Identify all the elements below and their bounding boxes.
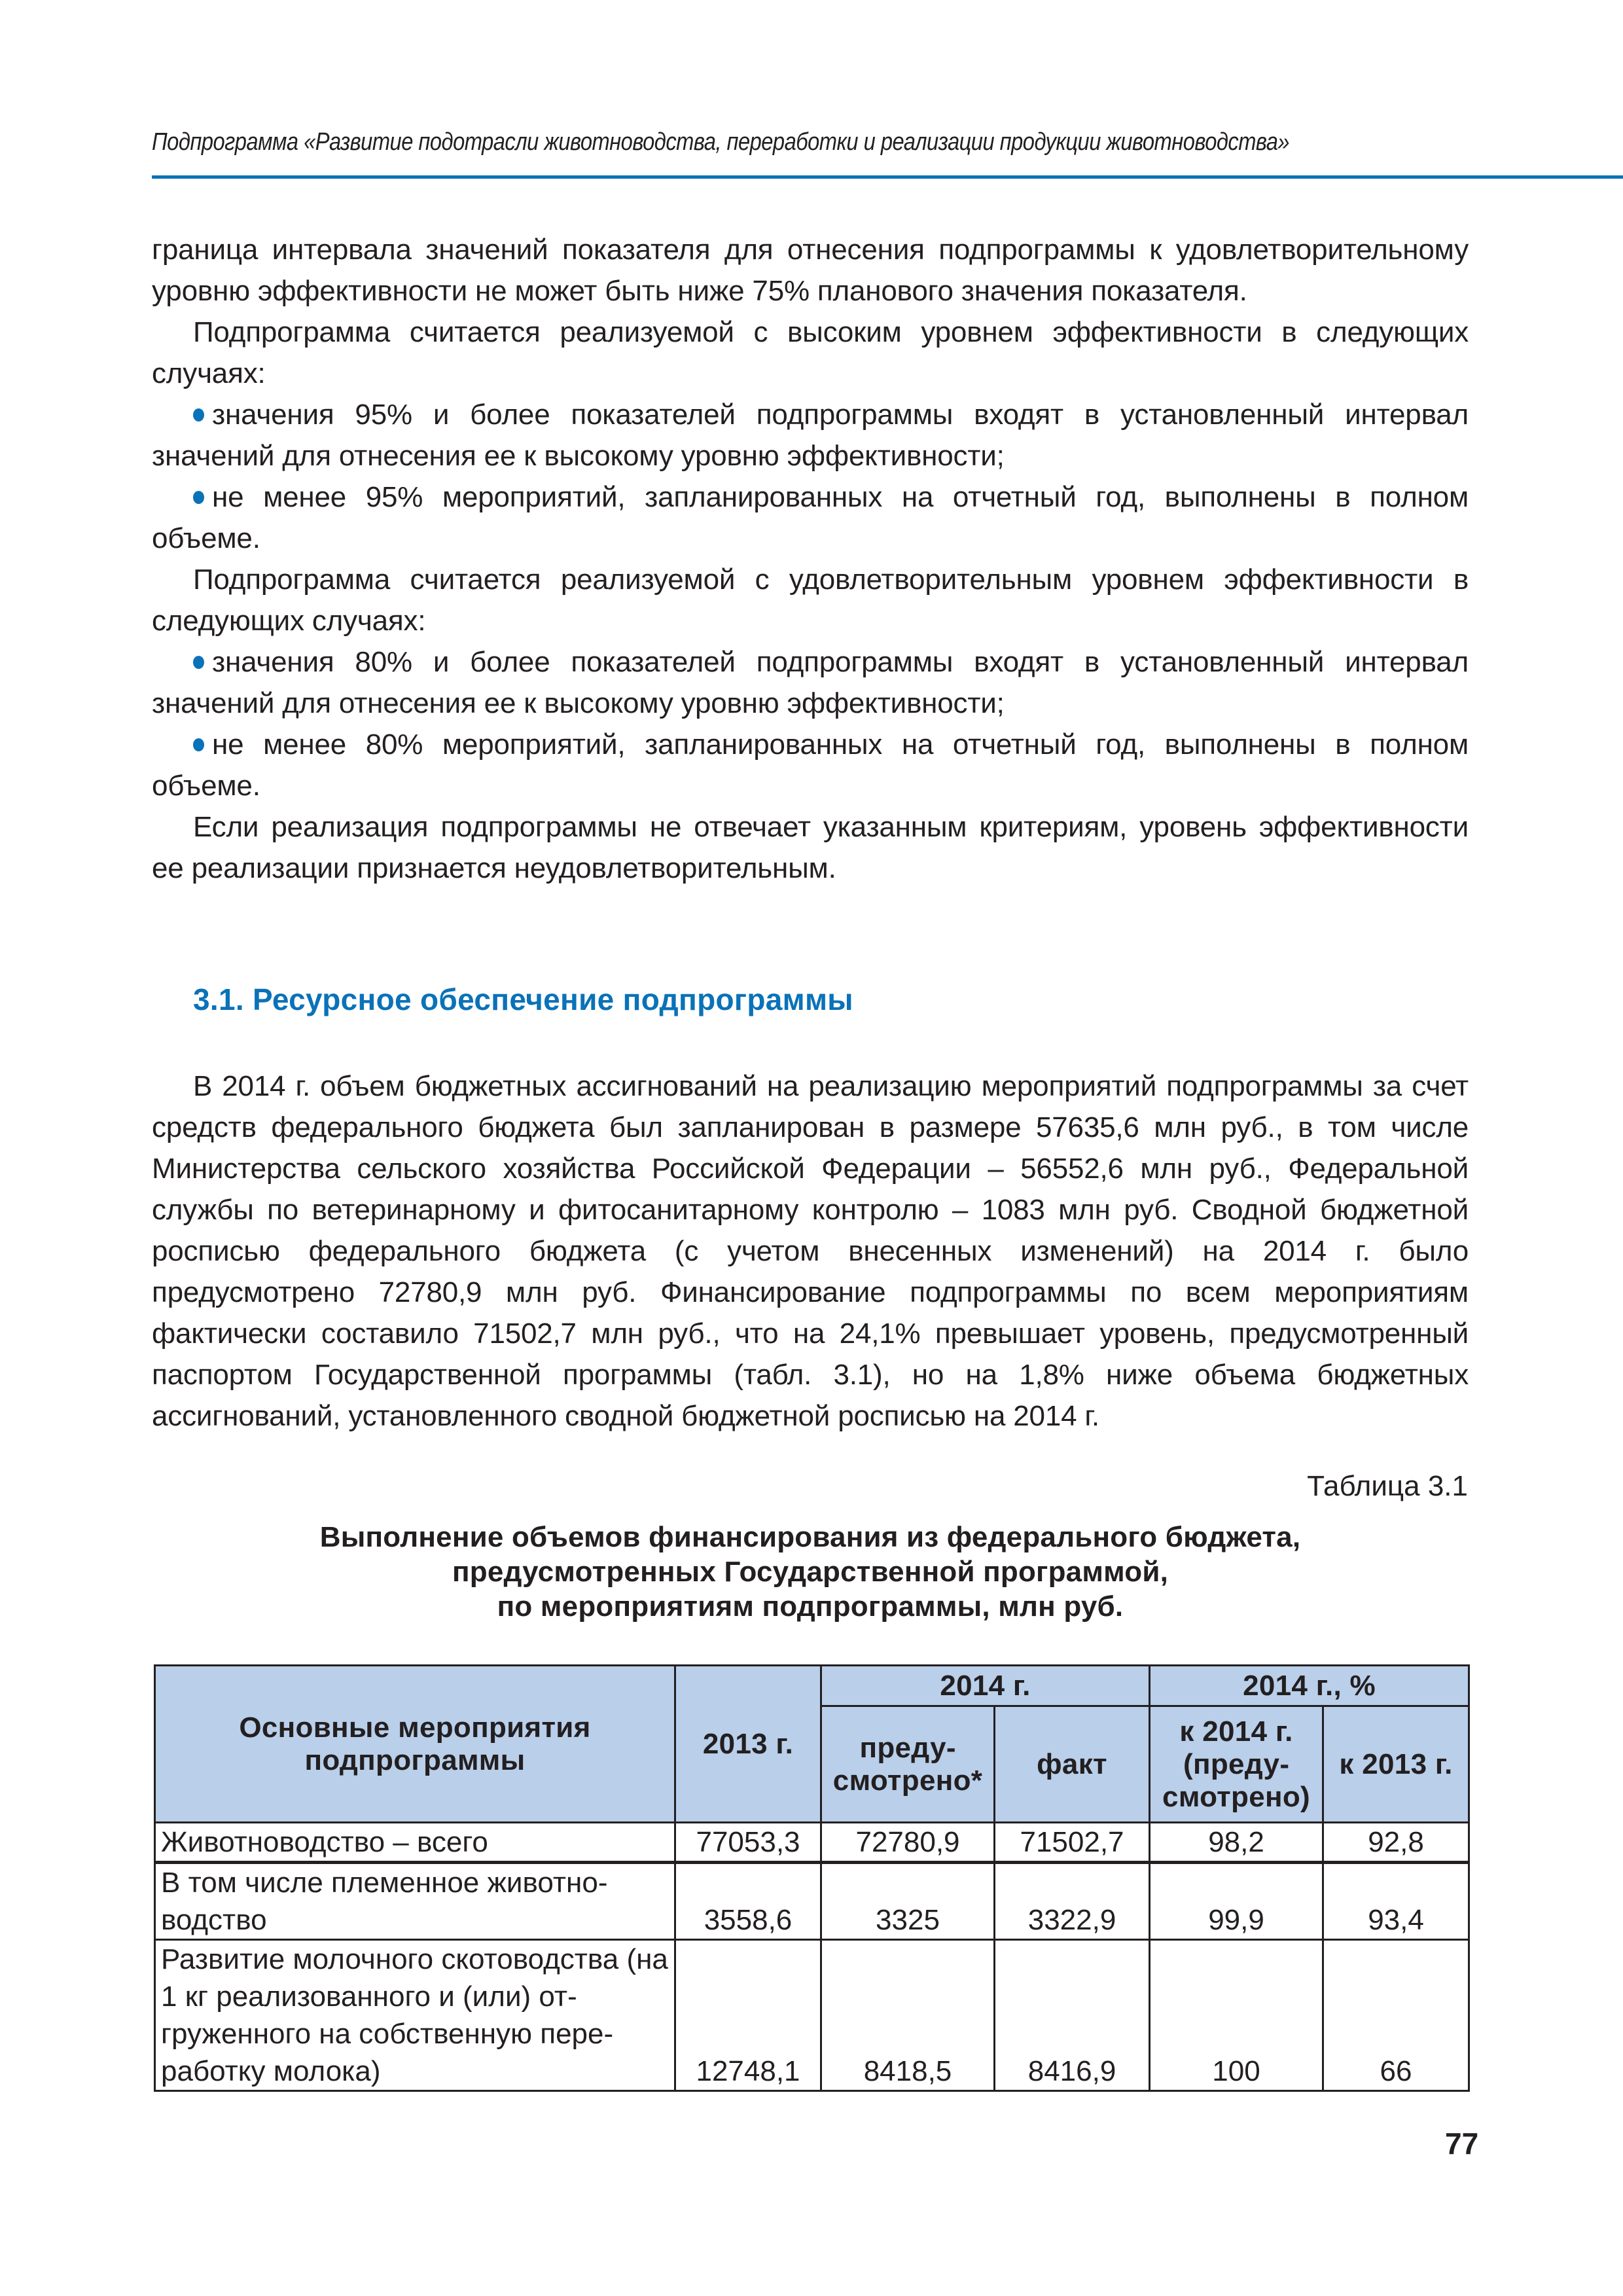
section-body bbox=[152, 1066, 1469, 1437]
financing-table bbox=[154, 1664, 1470, 2092]
bullet-icon bbox=[193, 491, 204, 504]
cell-activity: Развитие молочного скотоводства (на 1 кг реализованного и (или) отгруженного на собственную переработку молока) bbox=[155, 1940, 675, 2091]
running-header: Подпрограмма «Развитие подотрасли животноводства, переработки и реализации продукции животноводства» bbox=[152, 128, 1290, 156]
cell-planned: 8418,5 bbox=[821, 1940, 995, 2091]
section-title: 3.1. Ресурсное обеспечение подпрограммы bbox=[193, 982, 853, 1016]
bullet-text: не менее 80% мероприятий, запланированных на отчетный год, выполнены в полном объеме. bbox=[152, 728, 1469, 802]
cell-actual: 3322,9 bbox=[995, 1863, 1150, 1940]
bullet-text: значения 80% и более показателей подпрограммы входят в установленный интервал значений для отнесения ее к высокому уровню эффективности; bbox=[152, 646, 1469, 719]
paragraph: Подпрограмма считается реализуемой с высоким уровнем эффективности в следующих случаях: bbox=[152, 316, 1469, 389]
bullet-text: значения 95% и более показателей подпрограммы входят в установленный интервал значений для отнесения ее к высокому уровню эффективности; bbox=[152, 399, 1469, 472]
bullet-item bbox=[152, 641, 1469, 724]
header-actual: факт bbox=[995, 1706, 1150, 1823]
cell-vs-planned: 100 bbox=[1150, 1940, 1323, 2091]
cell-activity: Животноводство – всего bbox=[155, 1823, 675, 1863]
bullet-item bbox=[152, 724, 1469, 806]
header-group-2014: 2014 г. bbox=[821, 1666, 1150, 1706]
table-row bbox=[155, 1940, 1469, 2091]
cell-planned: 72780,9 bbox=[821, 1823, 995, 1863]
table-row bbox=[155, 1863, 1469, 1940]
cell-actual: 71502,7 bbox=[995, 1823, 1150, 1863]
cell-vs-planned: 99,9 bbox=[1150, 1863, 1323, 1940]
header-rule bbox=[152, 175, 1623, 179]
page-number: 77 bbox=[1445, 2126, 1479, 2161]
cell-2013: 77053,3 bbox=[675, 1823, 821, 1863]
header-vs-planned: к 2014 г. (предусмотрено) bbox=[1150, 1706, 1323, 1823]
bullet-item bbox=[152, 476, 1469, 559]
paragraph: Если реализация подпрограммы не отвечает указанным критериям, уровень эффективности ее реализации признается неудовлетворительным. bbox=[152, 811, 1469, 884]
header-group-2014-pct: 2014 г., % bbox=[1150, 1666, 1469, 1706]
caption-line: Выполнение объемов финансирования из федерального бюджета, bbox=[319, 1521, 1301, 1553]
paragraph: Подпрограмма считается реализуемой с удовлетворительным уровнем эффективности в следующих случаях: bbox=[152, 564, 1469, 637]
caption-line: предусмотренных Государственной программой, bbox=[452, 1556, 1168, 1588]
header-activity: Основные мероприятия подпрограммы bbox=[155, 1666, 675, 1823]
bullet-icon bbox=[193, 408, 204, 422]
cell-2013: 3558,6 bbox=[675, 1863, 821, 1940]
bullet-icon bbox=[193, 656, 204, 669]
intro-text bbox=[152, 229, 1469, 889]
cell-vs-planned: 98,2 bbox=[1150, 1823, 1323, 1863]
bullet-item bbox=[152, 394, 1469, 476]
cell-2013: 12748,1 bbox=[675, 1940, 821, 2091]
caption-line: по мероприятиям подпрограммы, млн руб. bbox=[497, 1590, 1124, 1623]
cell-actual: 8416,9 bbox=[995, 1940, 1150, 2091]
cell-vs-2013: 66 bbox=[1323, 1940, 1469, 2091]
table-caption bbox=[152, 1520, 1469, 1624]
cell-vs-2013: 93,4 bbox=[1323, 1863, 1469, 1940]
header-planned: предусмотрено* bbox=[821, 1706, 995, 1823]
paragraph: граница интервала значений показателя для отнесения подпрограммы к удовлетворительному уровню эффективности не может быть ниже 75% планового значения показателя. bbox=[152, 234, 1469, 307]
header-vs-2013: к 2013 г. bbox=[1323, 1706, 1469, 1823]
paragraph: В 2014 г. объем бюджетных ассигнований на реализацию мероприятий подпрограммы за счет средств федерального бюджета был запланирован в размере 57635,6 млн руб., в том числе Министерства сельского хозяйства Российской Федерации – 56552,6 млн руб., Федеральной службы по ветеринарному и фитосанитарному контролю – 1083 млн руб. Сводной бюджетной росписью федерального бюджета (с учетом внесенных изменений) на 2014 г. было предусмотрено 72780,9 млн руб. Финансирование подпрограммы по всем мероприятиям фактически составило 71502,7 млн руб., что на 24,1% превышает уровень, предусмотренный паспортом Государственной программы (табл. 3.1), но на 1,8% ниже объема бюджетных ассигнований, установленного сводной бюджетной росписью на 2014 г. bbox=[152, 1070, 1469, 1432]
bullet-text: не менее 95% мероприятий, запланированных на отчетный год, выполнены в полном объеме. bbox=[152, 481, 1469, 554]
cell-activity: В том числе племенное животноводство bbox=[155, 1863, 675, 1940]
bullet-icon bbox=[193, 738, 204, 751]
table-label: Таблица 3.1 bbox=[1307, 1470, 1468, 1502]
header-2013: 2013 г. bbox=[675, 1666, 821, 1823]
table-row bbox=[155, 1823, 1469, 1863]
cell-planned: 3325 bbox=[821, 1863, 995, 1940]
cell-vs-2013: 92,8 bbox=[1323, 1823, 1469, 1863]
